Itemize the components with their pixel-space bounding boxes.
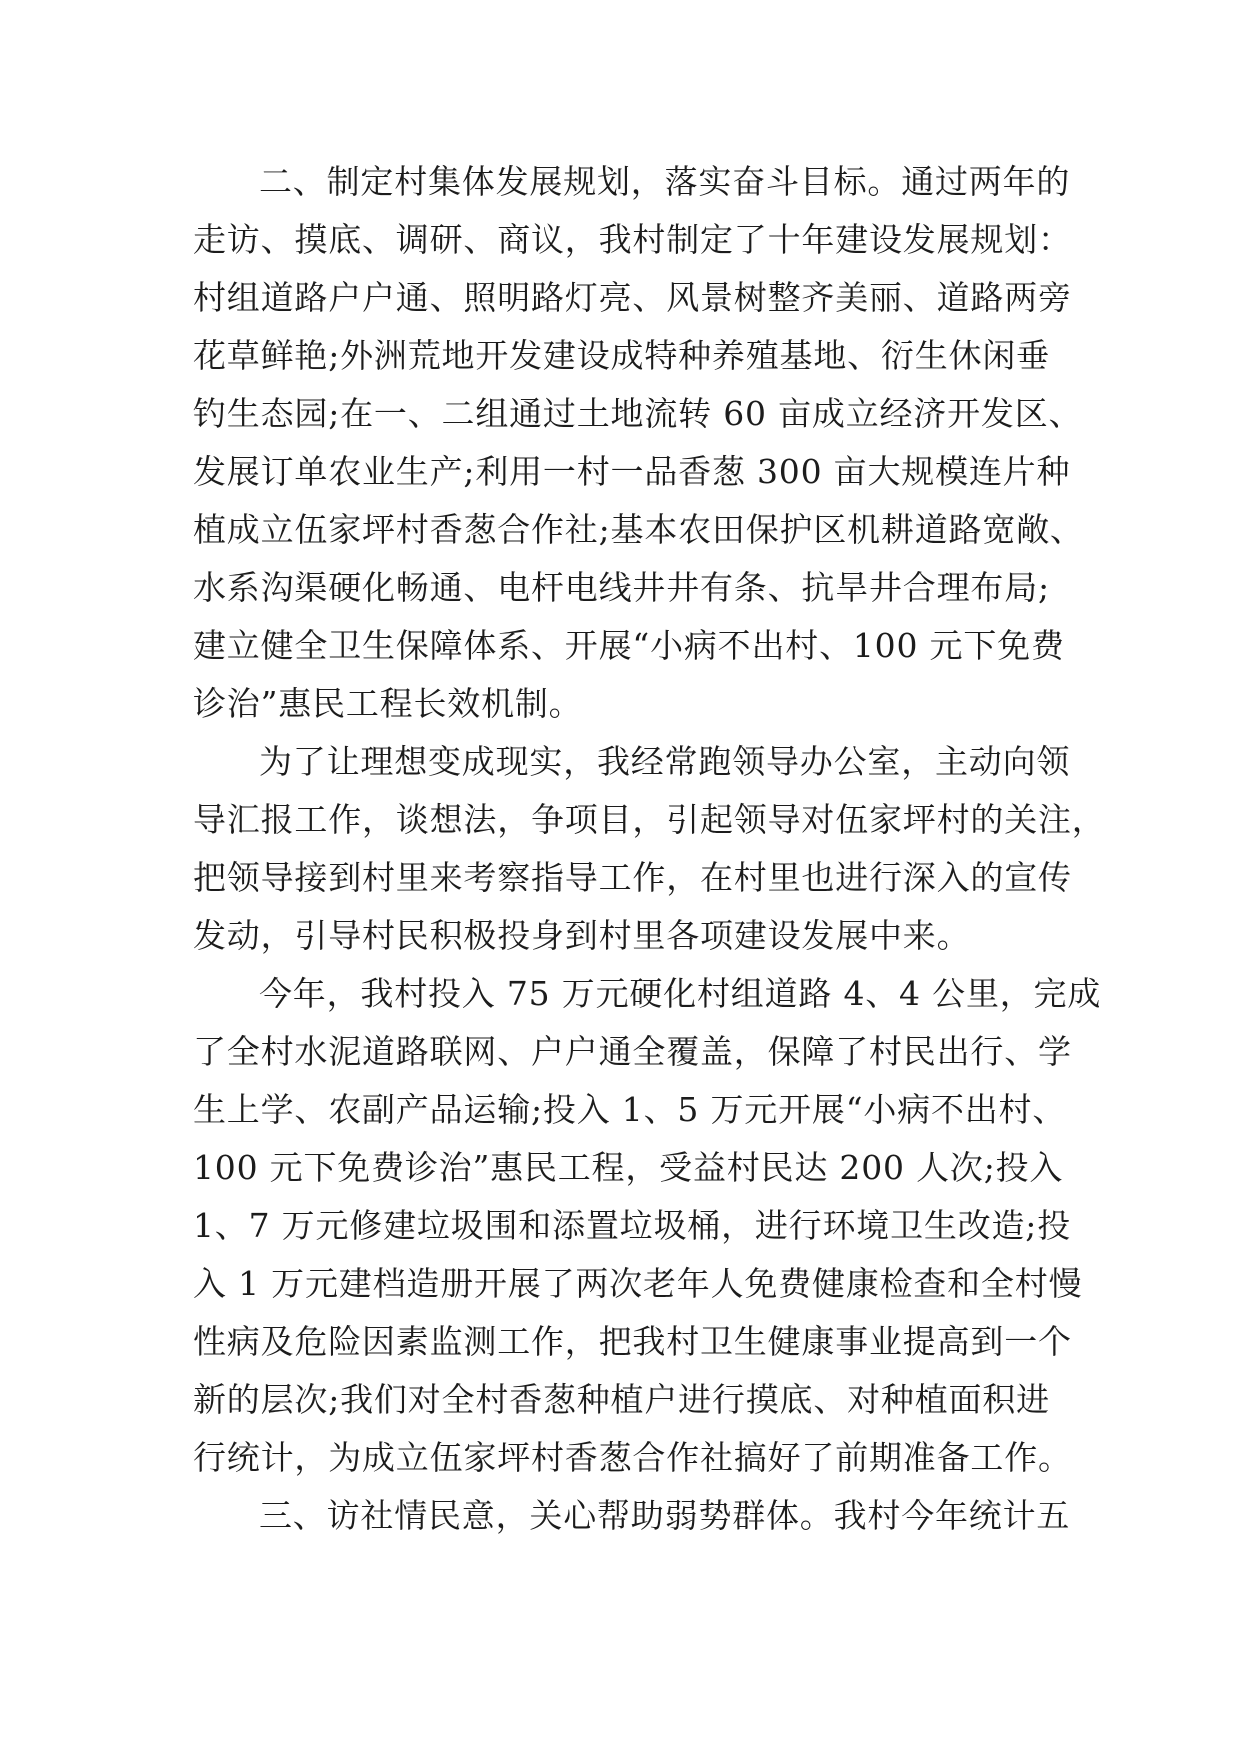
text-line: 发展订单农业生产;利用一村一品香葱 300 亩大规模连片种 — [193, 452, 1071, 491]
text-line: 三、访社情民意，关心帮助弱势群体。我村今年统计五 — [259, 1496, 1071, 1535]
text-line: 性病及危险因素监测工作，把我村卫生健康事业提高到一个 — [193, 1322, 1072, 1361]
text-line: 二、制定村集体发展规划，落实奋斗目标。通过两年的 — [259, 162, 1071, 201]
text-line: 今年，我村投入 75 万元硬化村组道路 4、4 公里，完成 — [259, 974, 1102, 1013]
text-line: 生上学、农副产品运输;投入 1、5 万元开展“小病不出村、 — [193, 1090, 1067, 1129]
text-line: 钓生态园;在一、二组通过土地流转 60 亩成立经济开发区、 — [193, 394, 1083, 433]
text-line: 为了让理想变成现实，我经常跑领导办公室，主动向领 — [259, 742, 1071, 781]
text-line: 100 元下免费诊治”惠民工程，受益村民达 200 人次;投入 — [193, 1148, 1064, 1187]
text-line: 水系沟渠硬化畅通、电杆电线井井有条、抗旱井合理布局; — [193, 568, 1050, 607]
text-line: 了全村水泥道路联网、户户通全覆盖，保障了村民出行、学 — [193, 1032, 1072, 1071]
text-line: 走访、摸底、调研、商议，我村制定了十年建设发展规划： — [193, 220, 1072, 259]
text-line: 行统计，为成立伍家坪村香葱合作社搞好了前期准备工作。 — [193, 1438, 1072, 1477]
text-line: 把领导接到村里来考察指导工作，在村里也进行深入的宣传 — [193, 858, 1072, 897]
text-line: 村组道路户户通、照明路灯亮、风景树整齐美丽、道路两旁 — [193, 278, 1072, 317]
text-line: 入 1 万元建档造册开展了两次老年人免费健康检查和全村慢 — [193, 1264, 1083, 1303]
text-line: 诊治”惠民工程长效机制。 — [193, 684, 583, 723]
text-line: 植成立伍家坪村香葱合作社;基本农田保护区机耕道路宽敞、 — [193, 510, 1084, 549]
text-line: 发动，引导村民积极投身到村里各项建设发展中来。 — [193, 916, 971, 955]
text-line: 新的层次;我们对全村香葱种植户进行摸底、对种植面积进 — [193, 1380, 1050, 1419]
text-line: 建立健全卫生保障体系、开展“小病不出村、100 元下免费 — [193, 626, 1065, 665]
text-line: 花草鲜艳;外洲荒地开发建设成特种养殖基地、衍生休闲垂 — [193, 336, 1050, 375]
text-line: 1、7 万元修建垃圾围和添置垃圾桶，进行环境卫生改造;投 — [193, 1206, 1071, 1245]
text-line: 导汇报工作，谈想法，争项目，引起领导对伍家坪村的关注， — [193, 800, 1106, 839]
